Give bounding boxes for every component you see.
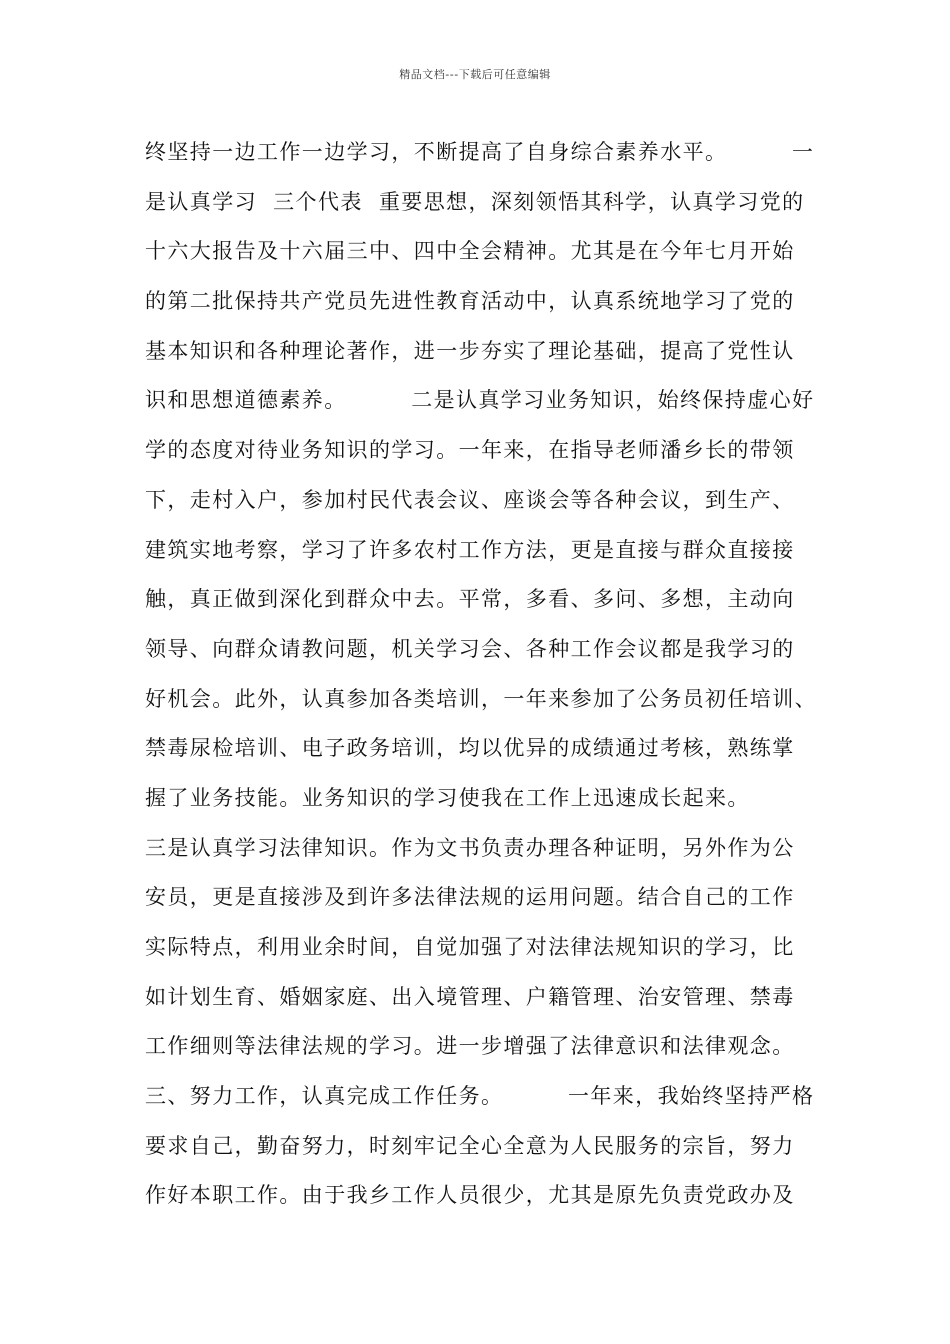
text-line: 识和思想道德素养。 二是认真学习业务知识，始终保持虚心好 xyxy=(145,388,815,413)
text-line: 如计划生育、婚姻家庭、出入境管理、户籍管理、治安管理、禁毒 xyxy=(145,984,795,1009)
text-line: 领导、向群众请教问题，机关学习会、各种工作会议都是我学习的 xyxy=(145,636,795,661)
page-header: 精品文档---下载后可任意编辑 xyxy=(399,68,551,81)
text-line: 作好本职工作。由于我乡工作人员很少，尤其是原先负责党政办及 xyxy=(145,1183,795,1208)
text-line: 禁毒尿检培训、电子政务培训，均以优异的成绩通过考核，熟练掌 xyxy=(145,736,795,761)
text-line: 终坚持一边工作一边学习，不断提高了自身综合素养水平。 一 xyxy=(145,140,815,164)
text-line: 学的态度对待业务知识的学习。一年来，在指导老师潘乡长的带领 xyxy=(145,438,795,463)
text-line: 下，走村入户，参加村民代表会议、座谈会等各种会议，到生产、 xyxy=(145,487,795,512)
text-line: 握了业务技能。业务知识的学习使我在工作上迅速成长起来。 xyxy=(145,785,750,810)
text-line: 安员，更是直接涉及到许多法律法规的运用问题。结合自己的工作 xyxy=(145,885,795,910)
text-line: 三、努力工作，认真完成工作任务。 一年来，我始终坚持严格 xyxy=(145,1084,815,1109)
document-body xyxy=(145,128,845,1221)
text-line: 建筑实地考察，学习了许多农村工作方法，更是直接与群众直接接 xyxy=(145,537,795,562)
text-line: 好机会。此外，认真参加各类培训，一年来参加了公务员初任培训、 xyxy=(145,686,817,711)
text-line: 是认真学习 三个代表 重要思想，深刻领悟其科学，认真学习党的 xyxy=(145,189,805,214)
text-line: 基本知识和各种理论著作，进一步夯实了理论基础，提高了党性认 xyxy=(145,338,795,363)
text-line: 要求自己，勤奋努力，时刻牢记全心全意为人民服务的宗旨，努力 xyxy=(145,1133,795,1158)
text-line: 工作细则等法律法规的学习。进一步增强了法律意识和法律观念。 xyxy=(145,1034,795,1059)
text-line: 的第二批保持共产党员先进性教育活动中，认真系统地学习了党的 xyxy=(145,289,795,314)
text-line: 实际特点，利用业余时间，自觉加强了对法律法规知识的学习，比 xyxy=(145,935,795,959)
text-line: 三是认真学习法律知识。作为文书负责办理各种证明，另外作为公 xyxy=(145,835,795,860)
text-line: 十六大报告及十六届三中、四中全会精神。尤其是在今年七月开始 xyxy=(145,239,795,264)
text-line: 触，真正做到深化到群众中去。平常，多看、多问、多想，主动向 xyxy=(145,587,795,612)
